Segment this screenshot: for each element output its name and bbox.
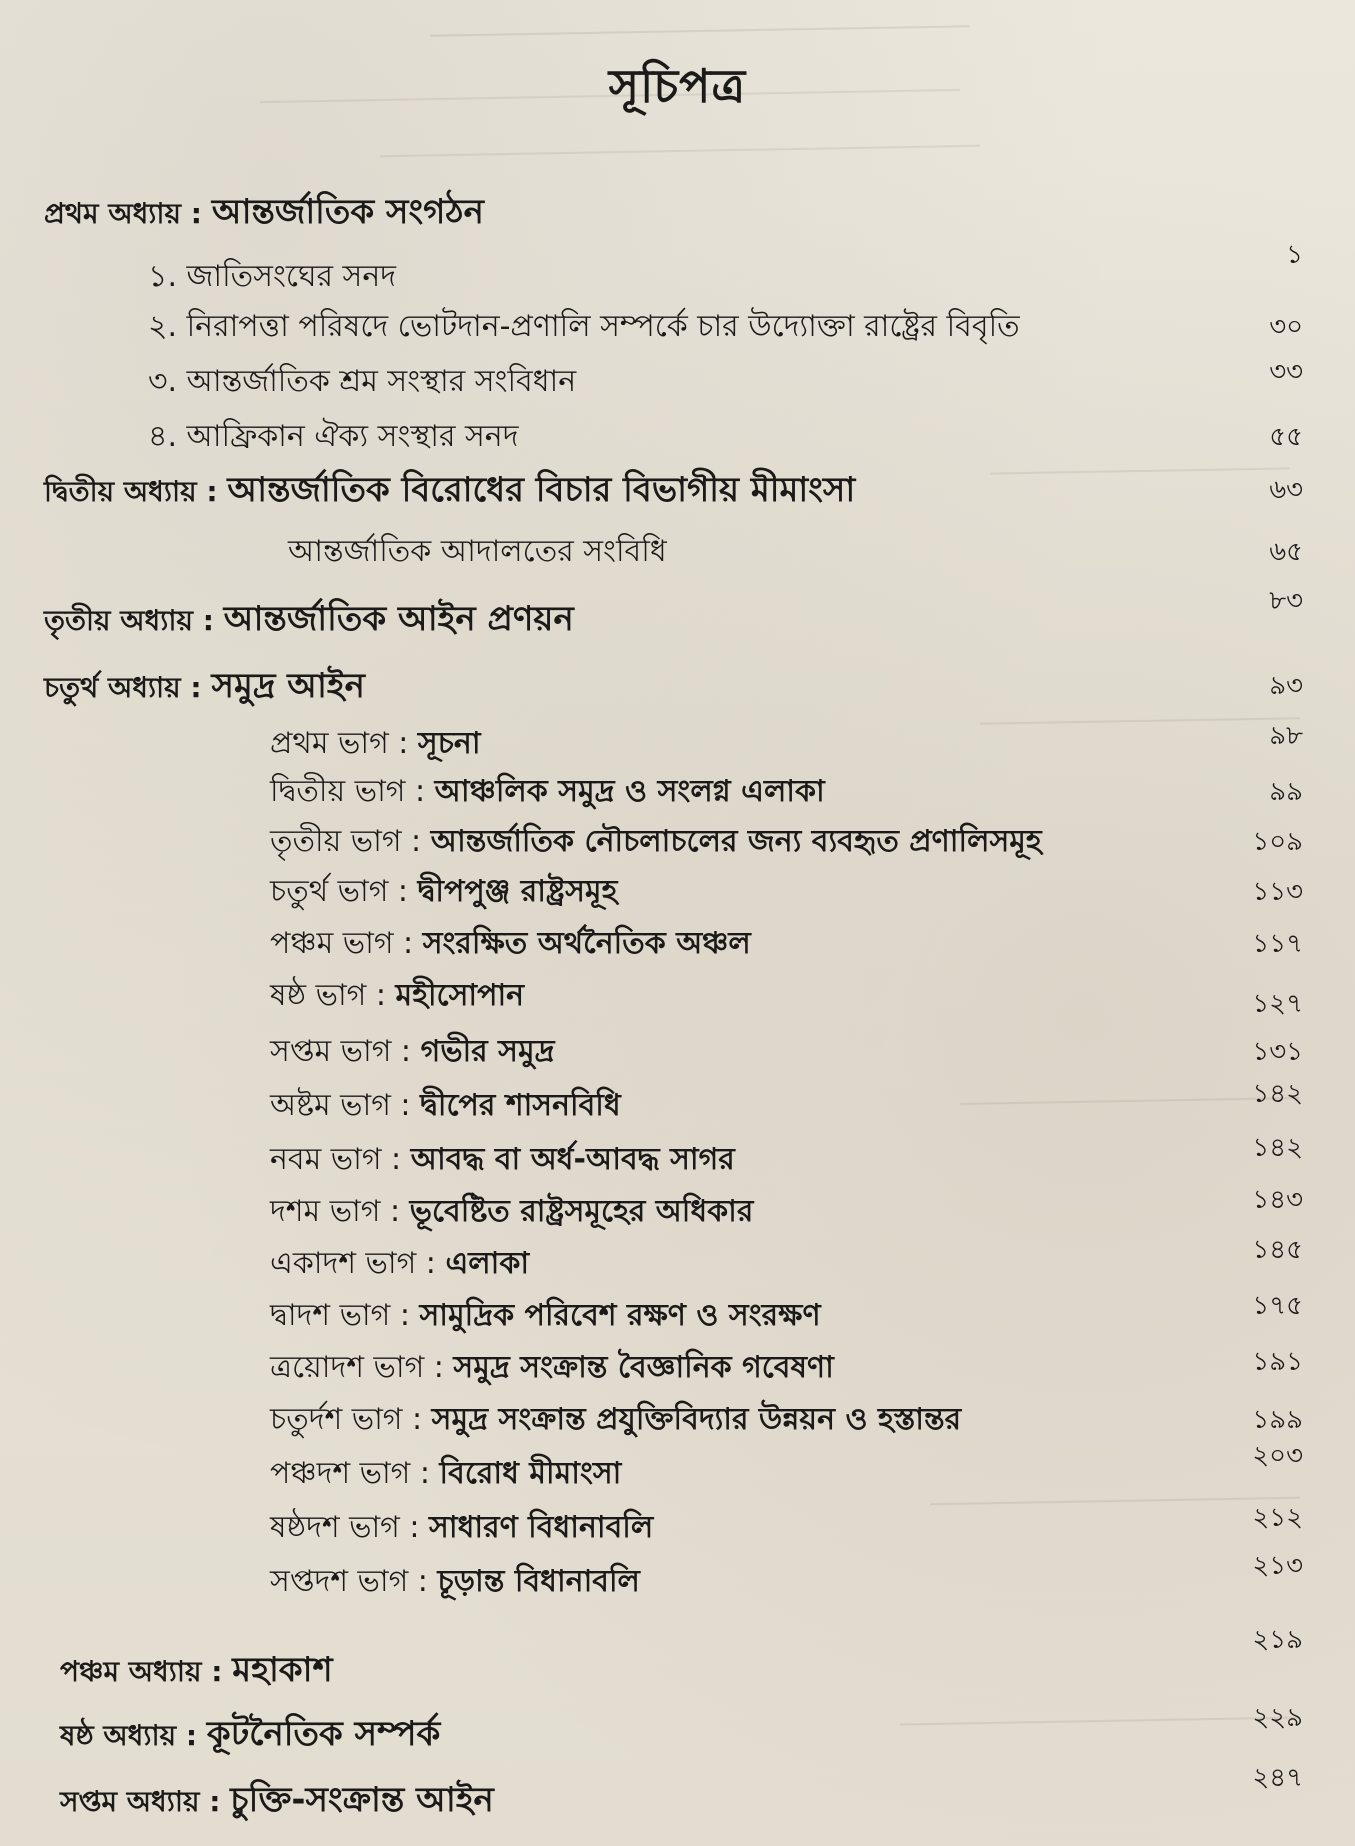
part-label: প্রথম ভাগ : (270, 726, 409, 761)
page-number: ২১৩ (1252, 1551, 1303, 1581)
page-number: ২২৯ (1252, 1703, 1303, 1733)
page-number: ৬৫ (1269, 537, 1303, 567)
part-label: ষষ্ঠদশ ভাগ : (270, 1510, 420, 1545)
part-title: গভীর সমুদ্র (420, 1034, 555, 1069)
page-number: ৬৩ (1269, 475, 1303, 505)
part-title: সমুদ্র সংক্রান্ত বৈজ্ঞানিক গবেষণা (453, 1350, 834, 1385)
part-label: চতুর্থ ভাগ : (270, 874, 409, 909)
page-number: ১৪৫ (1252, 1235, 1303, 1265)
toc-chapter-row (0, 586, 1355, 641)
part-label: পঞ্চদশ ভাগ : (270, 1456, 430, 1491)
toc-part-row (0, 1503, 1355, 1550)
page-number: ১৩১ (1252, 1037, 1303, 1067)
page-number: ১৪৩ (1252, 1185, 1303, 1215)
part-title: সূচনা (417, 726, 481, 761)
chapter-title: কূটনৈতিক সম্পর্ক (206, 1714, 441, 1754)
part-title: বিরোধ মীমাংসা (439, 1456, 622, 1491)
page-number: ১১৭ (1252, 929, 1303, 959)
page-number: ২১৯ (1252, 1625, 1303, 1655)
page-number: ৩০ (1269, 312, 1303, 342)
page-number: ৯৯ (1269, 777, 1303, 807)
toc-part-row (0, 1185, 1355, 1234)
toc-part-row (0, 722, 1355, 766)
part-title: দ্বীপপুঞ্জ রাষ্ট্রসমূহ (417, 874, 618, 909)
part-title: আঞ্চলিক সমুদ্র ও সংলগ্ন এলাকা (434, 774, 825, 809)
toc-part-row (0, 770, 1355, 814)
bleed-through-mark (380, 145, 980, 173)
page-number: ১২৭ (1252, 989, 1303, 1019)
toc-section-row (0, 415, 1355, 459)
page-number: ১ (1286, 240, 1303, 270)
toc-part-row (0, 1346, 1355, 1390)
part-title: আন্তর্জাতিক নৌচলাচলের জন্য ব্যবহৃত প্রণালিসমূহ (430, 824, 1042, 859)
toc-part-row (0, 870, 1355, 914)
chapter-label: তৃতীয় অধ্যায় : (44, 604, 214, 637)
chapter-label: দ্বিতীয় অধ্যায় : (44, 475, 218, 508)
part-label: অষ্টম ভাগ : (270, 1088, 411, 1123)
toc-part-row (0, 974, 1355, 1018)
chapter-title: আন্তর্জাতিক বিরোধের বিচার বিভাগীয় মীমাংসা (227, 470, 856, 510)
toc-chapter-row (0, 664, 1355, 708)
toc-chapter-row (0, 190, 1355, 234)
section-title: ২. নিরাপত্তা পরিষদে ভোটদান-প্রণালি সম্পর্কে চার উদ্যোক্তা রাষ্ট্রের বিবৃতি (148, 309, 1020, 344)
toc-chapter-row (0, 1763, 1355, 1822)
part-title: সাধারণ বিধানাবলি (429, 1510, 654, 1545)
toc-part-row (0, 1235, 1355, 1286)
page-number: ১৯১ (1252, 1347, 1303, 1377)
toc-chapter-row (0, 1625, 1355, 1692)
chapter-label: চতুর্থ অধ্যায় : (44, 671, 202, 704)
chapter-title: মহাকাশ (232, 1650, 333, 1690)
toc-part-row (0, 922, 1355, 966)
page-number: ১৪২ (1252, 1133, 1303, 1163)
toc-part-row (0, 1398, 1355, 1442)
chapter-title: চুক্তি-সংক্রান্ত আইন (230, 1780, 494, 1820)
toc-section-row (0, 357, 1355, 404)
part-title: ভূবেষ্টিত রাষ্ট্রসমূহের অধিকার (409, 1194, 754, 1229)
chapter-label: পঞ্চম অধ্যায় : (60, 1655, 223, 1688)
part-title: মহীসোপান (395, 978, 525, 1013)
part-label: তৃতীয় ভাগ : (270, 824, 422, 859)
part-label: নবম ভাগ : (270, 1142, 402, 1177)
part-label: ত্রয়োদশ ভাগ : (270, 1350, 444, 1385)
toc-part-row (0, 1030, 1355, 1074)
toc-part-row (0, 1079, 1355, 1128)
part-title: সংরক্ষিত অর্থনৈতিক অঞ্চল (422, 926, 751, 961)
page-number: ৫৫ (1269, 422, 1303, 452)
toc-part-row (0, 1291, 1355, 1338)
subtitle-title: আন্তর্জাতিক আদালতের সংবিধি (288, 534, 667, 569)
page-number: ১৯৯ (1252, 1405, 1303, 1435)
page-number: ৯৩ (1269, 671, 1303, 701)
chapter-title: আন্তর্জাতিক আইন প্রণয়ন (223, 599, 574, 639)
part-label: চতুর্দশ ভাগ : (270, 1402, 423, 1437)
part-title: সমুদ্র সংক্রান্ত প্রযুক্তিবিদ্যার উন্নয়ন ও হস্তান্তর (431, 1402, 962, 1437)
part-title: দ্বীপের শাসনবিধি (420, 1088, 621, 1123)
page-number: ১০৯ (1252, 827, 1303, 857)
section-title: ১. জাতিসংঘের সনদ (148, 259, 397, 294)
chapter-label: ষষ্ঠ অধ্যায় : (60, 1719, 198, 1752)
part-label: পঞ্চম ভাগ : (270, 926, 414, 961)
toc-section-row (0, 240, 1355, 299)
page-number: ১১৩ (1252, 877, 1303, 907)
toc-chapter-row (0, 1703, 1355, 1756)
page-number: ২০৩ (1252, 1441, 1303, 1471)
page-number: ৩৩ (1269, 357, 1303, 387)
chapter-title: আন্তর্জাতিক সংগঠন (211, 192, 484, 232)
chapter-label: প্রথম অধ্যায় : (44, 197, 202, 230)
part-label: দ্বাদশ ভাগ : (270, 1298, 410, 1333)
part-title: সামুদ্রিক পরিবেশ রক্ষণ ও সংরক্ষণ (419, 1298, 821, 1333)
part-title: আবদ্ধ বা অর্ধ-আবদ্ধ সাগর (410, 1142, 735, 1177)
section-title: ৪. আফ্রিকান ঐক্য সংস্থার সনদ (148, 419, 519, 454)
page-number: ১৭৫ (1252, 1291, 1303, 1321)
page-number: ২১২ (1252, 1503, 1303, 1533)
page-title: সূচিপত্র (608, 59, 747, 113)
toc-chapter-row (0, 468, 1355, 512)
page-number: ২৪৭ (1252, 1763, 1303, 1793)
toc-part-row (0, 820, 1355, 864)
part-title: এলাকা (445, 1246, 530, 1281)
page-number: ৮৩ (1269, 586, 1303, 616)
part-title: চূড়ান্ত বিধানাবলি (437, 1564, 640, 1599)
page-number: ৯৮ (1269, 721, 1303, 751)
chapter-label: সপ্তম অধ্যায় : (60, 1785, 221, 1818)
toc-subtitle-row (0, 530, 1355, 574)
bleed-through-mark (430, 25, 970, 52)
chapter-title: সমুদ্র আইন (211, 666, 365, 706)
part-label: সপ্তম ভাগ : (270, 1034, 412, 1069)
toc-section-row (0, 305, 1355, 349)
part-label: দ্বিতীয় ভাগ : (270, 774, 426, 809)
part-label: একাদশ ভাগ : (270, 1246, 436, 1281)
section-title: ৩. আন্তর্জাতিক শ্রম সংস্থার সংবিধান (148, 364, 577, 399)
page-number: ১৪২ (1252, 1079, 1303, 1109)
part-label: সপ্তদশ ভাগ : (270, 1564, 428, 1599)
toc-part-row (0, 1133, 1355, 1182)
toc-part-row (0, 1441, 1355, 1496)
toc-part-row (0, 1551, 1355, 1604)
part-label: দশম ভাগ : (270, 1194, 401, 1229)
part-label: ষষ্ঠ ভাগ : (270, 978, 386, 1013)
